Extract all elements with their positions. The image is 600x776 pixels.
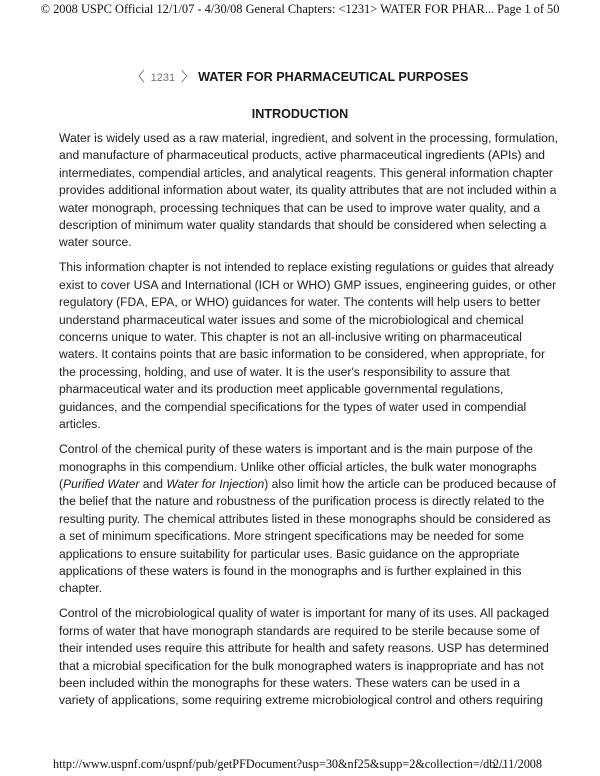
text-fragment: ) also limit how the article can be produced because of [264,476,557,491]
close-angle-bracket: 〉 [181,70,195,85]
document-body [59,130,558,717]
text-line: Control of the chemical purity of these waters is important and is the main purpose of the [59,442,533,457]
chapter-title [0,66,600,85]
text-line: that a microbial specification for the bulk monographed waters is inappropriate and has not [59,658,544,673]
text-line: their intended uses require this attribute for health and safety reasons. USP has determined [59,641,549,656]
text-line: and manufacture of pharmaceutical products, active pharmaceutical ingredients (APIs) and [59,148,546,163]
text-line: water monograph, processing techniques that can be used to improve water quality, and a [59,200,541,215]
text-line: been included within the monographs for these waters. These waters can be used in a [59,675,520,690]
text-line: pharmaceutical water and its production meet applicable governmental regulations, [59,382,504,397]
text-line: regulatory (FDA, EPA, or WHO) guidances for water. The contents will help users to better [59,295,541,310]
text-line: intermediates, compendial articles, and analytical reagents. This general information chapter [59,165,553,180]
italic-water-for-injection: Water for Injection [166,476,265,491]
text-line: concerns unique to water. This chapter is not an all-inclusive writing on pharmaceutical [59,330,522,345]
open-angle-bracket: 〈 [131,70,145,85]
footer-date: 2/11/2008 [493,757,542,771]
text-line: This information chapter is not intended to replace existing regulations or guides that already [59,260,554,275]
text-line [59,476,557,493]
text-line: applications to ensure suitability for particular uses. Basic guidance on the appropriate [59,546,520,561]
text-line: waters. It contains points that are basic information to be considered, when appropriate, for [59,347,546,362]
paragraph-intro [59,130,558,252]
text-line: Control of the microbiological quality of water is important for many of its uses. All packaged [59,606,550,621]
section-heading: INTRODUCTION [251,107,349,121]
text-line: exist to cover USA and International (ICH or WHO) GMP issues, engineering guides, or other [59,277,557,292]
footer-url: http://www.uspnf.com/uspnf/pub/getPFDocument?usp=30&nf25&supp=2&collection=/db... [53,757,505,771]
italic-purified-water: Purified Water [63,476,140,491]
print-header [0,2,600,17]
text-line: understand pharmaceutical water issues and some of the microbiological and chemical [59,312,524,327]
text-line: variety of applications, some requiring extreme microbiological control and others requiring [59,693,543,708]
text-fragment: ( [59,476,64,491]
text-line: chapter. [59,581,103,596]
text-line: the processing, holding, and use of water. It is the user's responsibility to assure that [59,364,510,379]
text-line: water source. [59,235,132,250]
text-line: the belief that the nature and robustness of the purification process is directly related to the [59,494,545,509]
text-line: monographs in this compendium. Unlike other official articles, the bulk water monographs [59,459,537,474]
paragraph-scope [59,259,557,433]
text-fragment: and [139,476,167,491]
chapter-number: 1231 [150,72,176,84]
text-line: forms of water that have monograph standards are required to be sterile because some of [59,623,540,638]
text-line: applications of these waters is found in the monographs and is further explained in this [59,563,522,578]
paragraph-chemical-purity [59,441,557,598]
text-line: articles. [59,417,101,432]
chapter-title-text: WATER FOR PHARMACEUTICAL PURPOSES [198,70,469,84]
paragraph-microbiological-quality [59,605,551,709]
text-line: description of minimum water quality standards that should be considered when selecting a [59,218,547,233]
print-header-text: © 2008 USPC Official 12/1/07 - 4/30/08 General Chapters: <1231> WATER FOR PHAR... Page 1 of 50 [40,2,560,16]
text-line: resulting purity. The chemical attributes listed in these monographs should be considered as [59,511,551,526]
text-line: Water is widely used as a raw material, ingredient, and solvent in the processing, formulation, [59,131,558,145]
text-line: a set of minimum specifications. More stringent specifications may be needed for some [59,529,525,544]
text-line: guidances, and the compendial specifications for the types of water used in compendial [59,399,527,414]
text-line: provides additional information about water, its quality attributes that are not included within a [59,183,557,198]
